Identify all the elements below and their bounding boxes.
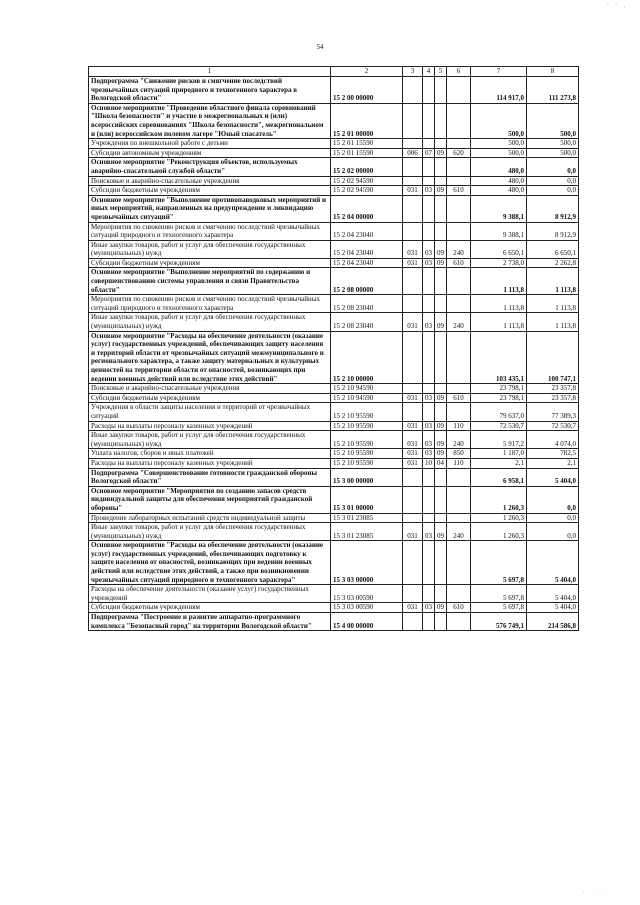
row-expense-type-cell (447, 195, 471, 222)
row-amount-2-cell: 214 586,8 (527, 613, 579, 631)
row-section-cell (423, 222, 435, 240)
row-grbs-cell (403, 486, 423, 513)
row-name-cell: Основное мероприятие "Проведение областного финала соревнований "Школа безопасности" и участие в межрегиональных и (или) всероссийских соревнованиях "Школа безопасности", межрегиональном и (или) всероссийском полевом лагере "Юный спасатель" (89, 103, 331, 138)
row-section-cell (423, 486, 435, 513)
row-code-cell: 15 2 02 94590 (331, 176, 403, 186)
row-name-cell: Основное мероприятие "Реконструкция объектов, используемых аварийно-спасательной службой области" (89, 158, 331, 176)
row-code-cell: 15 2 01 00000 (331, 103, 403, 138)
row-code-cell: 15 3 01 00000 (331, 486, 403, 513)
row-amount-2-cell: 500,0 (527, 139, 579, 149)
table-row (89, 613, 579, 631)
row-name-cell: Субсидии бюджетным учреждениям (89, 603, 331, 613)
row-code-cell: 15 3 01 23085 (331, 513, 403, 523)
row-amount-1-cell: 576 749,1 (471, 613, 527, 631)
row-amount-1-cell: 1 113,8 (471, 268, 527, 295)
row-name-cell: Основное мероприятие "Выполнение противопаводковых мероприятий и иных мероприятий, направленных на предупреждение и ликвидацию чрезвычайных ситуаций" (89, 195, 331, 222)
row-amount-1-cell: 480,0 (471, 186, 527, 196)
table-row (89, 384, 579, 394)
row-section-cell (423, 468, 435, 486)
row-name-cell: Учреждения в области защиты населения и территорий от чрезвычайных ситуаций (89, 403, 331, 421)
row-amount-1-cell: 5 697,8 (471, 541, 527, 585)
row-grbs-cell (403, 139, 423, 149)
row-grbs-cell (403, 103, 423, 138)
row-code-cell: 15 3 03 00000 (331, 541, 403, 585)
row-code-cell: 15 2 02 00000 (331, 158, 403, 176)
row-amount-1-cell: 9 388,1 (471, 195, 527, 222)
table-row (89, 103, 579, 138)
row-expense-type-cell: 610 (447, 603, 471, 613)
row-name-cell: Проведение лабораторных испытаний средств индивидуальной защиты (89, 513, 331, 523)
row-grbs-cell (403, 331, 423, 384)
row-amount-1-cell: 23 798,1 (471, 393, 527, 403)
row-code-cell: 15 2 02 94590 (331, 186, 403, 196)
table-row (89, 158, 579, 176)
row-expense-type-cell (447, 486, 471, 513)
table-row (89, 195, 579, 222)
row-section-cell (423, 139, 435, 149)
column-header: 1 (89, 67, 331, 77)
table-row (89, 513, 579, 523)
row-expense-type-cell: 240 (447, 523, 471, 541)
row-section-cell (423, 176, 435, 186)
table-row (89, 186, 579, 196)
row-grbs-cell: 006 (403, 148, 423, 158)
table-row (89, 585, 579, 603)
row-subsection-cell: 04 (435, 458, 447, 468)
row-expense-type-cell (447, 176, 471, 186)
row-code-cell: 15 2 08 00000 (331, 268, 403, 295)
row-section-cell: 07 (423, 148, 435, 158)
table-row (89, 148, 579, 158)
row-amount-1-cell: 2,1 (471, 458, 527, 468)
row-expense-type-cell: 610 (447, 186, 471, 196)
row-section-cell (423, 585, 435, 603)
row-amount-1-cell: 5 917,2 (471, 431, 527, 449)
row-expense-type-cell (447, 268, 471, 295)
row-section-cell: 03 (423, 240, 435, 258)
table-row (89, 268, 579, 295)
table-header-row (89, 67, 579, 77)
row-grbs-cell (403, 176, 423, 186)
row-amount-1-cell: 5 697,8 (471, 585, 527, 603)
row-section-cell (423, 103, 435, 138)
budget-table (88, 66, 579, 631)
row-grbs-cell (403, 468, 423, 486)
row-amount-2-cell: 0,0 (527, 158, 579, 176)
row-grbs-cell: 031 (403, 313, 423, 331)
row-section-cell: 03 (423, 603, 435, 613)
row-section-cell: 03 (423, 449, 435, 459)
row-amount-2-cell: 23 357,8 (527, 384, 579, 394)
row-amount-2-cell: 2 262,8 (527, 258, 579, 268)
row-subsection-cell (435, 103, 447, 138)
row-name-cell: Иные закупки товаров, работ и услуг для обеспечения государственных (муниципальных) нужд (89, 523, 331, 541)
table-row (89, 77, 579, 104)
row-subsection-cell (435, 541, 447, 585)
column-header: 3 (403, 67, 423, 77)
row-expense-type-cell (447, 158, 471, 176)
row-amount-1-cell: 5 697,8 (471, 603, 527, 613)
row-code-cell: 15 2 00 00000 (331, 77, 403, 104)
row-section-cell (423, 268, 435, 295)
row-subsection-cell (435, 513, 447, 523)
row-subsection-cell: 09 (435, 449, 447, 459)
row-expense-type-cell: 620 (447, 148, 471, 158)
row-amount-1-cell: 1 113,8 (471, 295, 527, 313)
row-name-cell: Мероприятия по снижению рисков и смягчению последствий чрезвычайных ситуаций природного и техногенного характера (89, 222, 331, 240)
row-code-cell: 15 2 10 95590 (331, 403, 403, 421)
row-name-cell: Расходы на выплаты персоналу казенных учреждений (89, 421, 331, 431)
row-name-cell: Расходы на выплаты персоналу казенных учреждений (89, 458, 331, 468)
row-expense-type-cell: 110 (447, 421, 471, 431)
row-name-cell: Субсидии автономным учреждениям (89, 148, 331, 158)
row-subsection-cell (435, 176, 447, 186)
row-expense-type-cell (447, 222, 471, 240)
page-number: 54 (316, 43, 324, 51)
row-grbs-cell (403, 222, 423, 240)
row-section-cell (423, 77, 435, 104)
row-subsection-cell: 09 (435, 148, 447, 158)
row-expense-type-cell: 110 (447, 458, 471, 468)
row-subsection-cell (435, 585, 447, 603)
row-subsection-cell (435, 613, 447, 631)
row-code-cell: 15 3 00 00000 (331, 468, 403, 486)
row-name-cell: Поисковые и аварийно-спасательные учреждения (89, 384, 331, 394)
row-expense-type-cell (447, 103, 471, 138)
row-section-cell (423, 158, 435, 176)
row-subsection-cell: 09 (435, 393, 447, 403)
row-grbs-cell (403, 268, 423, 295)
row-subsection-cell (435, 295, 447, 313)
row-amount-1-cell: 480,0 (471, 176, 527, 186)
row-expense-type-cell (447, 77, 471, 104)
row-expense-type-cell (447, 139, 471, 149)
table-row (89, 176, 579, 186)
row-name-cell: Субсидии бюджетным учреждениям (89, 186, 331, 196)
corner-scan-mark: ' ' , (607, 4, 628, 9)
row-grbs-cell (403, 403, 423, 421)
row-grbs-cell (403, 158, 423, 176)
row-amount-2-cell: 6 650,1 (527, 240, 579, 258)
table-row (89, 541, 579, 585)
row-amount-1-cell: 480,0 (471, 158, 527, 176)
row-subsection-cell (435, 486, 447, 513)
row-grbs-cell: 031 (403, 431, 423, 449)
row-name-cell: Учреждения по внешкольной работе с детьми (89, 139, 331, 149)
row-amount-2-cell: 100 747,1 (527, 331, 579, 384)
table-row (89, 523, 579, 541)
row-section-cell: 03 (423, 393, 435, 403)
row-code-cell: 15 2 08 23040 (331, 295, 403, 313)
row-amount-2-cell: 4 074,0 (527, 431, 579, 449)
row-amount-1-cell: 1 260,3 (471, 486, 527, 513)
row-grbs-cell: 031 (403, 421, 423, 431)
row-code-cell: 15 2 10 94590 (331, 384, 403, 394)
row-subsection-cell (435, 268, 447, 295)
row-amount-1-cell: 1 260,3 (471, 513, 527, 523)
row-amount-2-cell: 5 404,0 (527, 541, 579, 585)
row-name-cell: Основное мероприятие "Расходы на обеспечение деятельности (оказание услуг) государственных учреждений, обеспечивающих подготовку к защите населения от опасностей, возникающих при ведении военных действий или вследствие этих действий, а также при возникновении чрезвычайных ситуаций природного и техногенного характера" (89, 541, 331, 585)
row-amount-2-cell: 5 404,0 (527, 585, 579, 603)
row-expense-type-cell: 240 (447, 313, 471, 331)
row-name-cell: Субсидии бюджетным учреждениям (89, 393, 331, 403)
row-expense-type-cell (447, 295, 471, 313)
row-code-cell: 15 3 03 00590 (331, 603, 403, 613)
row-amount-1-cell: 1 260,3 (471, 523, 527, 541)
row-code-cell: 15 2 04 23040 (331, 258, 403, 268)
row-code-cell: 15 2 10 95590 (331, 458, 403, 468)
row-name-cell: Основное мероприятие "Выполнение мероприятий по содержанию и совершенствованию системы управления и связи Правительства области" (89, 268, 331, 295)
row-amount-1-cell: 6 958,1 (471, 468, 527, 486)
table-row (89, 431, 579, 449)
row-expense-type-cell (447, 331, 471, 384)
row-name-cell: Расходы на обеспечение деятельности (оказание услуг) государственных учреждений (89, 585, 331, 603)
column-header: 4 (423, 67, 435, 77)
row-amount-2-cell: 0,0 (527, 176, 579, 186)
row-grbs-cell (403, 295, 423, 313)
row-amount-2-cell: 0,0 (527, 523, 579, 541)
row-code-cell: 15 2 10 95590 (331, 431, 403, 449)
row-amount-2-cell: 23 357,8 (527, 393, 579, 403)
row-code-cell: 15 4 00 00000 (331, 613, 403, 631)
row-code-cell: 15 2 08 23040 (331, 313, 403, 331)
row-amount-1-cell: 2 738,0 (471, 258, 527, 268)
table-row (89, 222, 579, 240)
row-amount-2-cell: 8 912,9 (527, 222, 579, 240)
row-expense-type-cell (447, 384, 471, 394)
row-expense-type-cell: 850 (447, 449, 471, 459)
table-row (89, 240, 579, 258)
row-expense-type-cell: 240 (447, 240, 471, 258)
row-subsection-cell: 09 (435, 186, 447, 196)
row-code-cell: 15 2 01 15590 (331, 148, 403, 158)
row-name-cell: Иные закупки товаров, работ и услуг для обеспечения государственных (муниципальных) нужд (89, 240, 331, 258)
row-grbs-cell (403, 195, 423, 222)
row-amount-1-cell: 1 113,8 (471, 313, 527, 331)
row-subsection-cell: 09 (435, 240, 447, 258)
row-amount-2-cell: 1 113,8 (527, 295, 579, 313)
row-amount-2-cell: 500,0 (527, 103, 579, 138)
row-amount-1-cell: 500,0 (471, 139, 527, 149)
row-amount-2-cell: 5 404,0 (527, 468, 579, 486)
table-row (89, 403, 579, 421)
row-amount-1-cell: 1 187,0 (471, 449, 527, 459)
row-name-cell: Мероприятия по снижению рисков и смягчению последствий чрезвычайных ситуаций природного и техногенного характера (89, 295, 331, 313)
row-grbs-cell: 031 (403, 393, 423, 403)
row-amount-1-cell: 114 917,0 (471, 77, 527, 104)
row-grbs-cell: 031 (403, 186, 423, 196)
row-section-cell: 03 (423, 313, 435, 331)
row-name-cell: Подпрограмма "Совершенствование готовности гражданской обороны Вологодской области" (89, 468, 331, 486)
row-amount-2-cell: 2,1 (527, 458, 579, 468)
row-amount-2-cell: 1 113,8 (527, 313, 579, 331)
row-subsection-cell (435, 222, 447, 240)
row-code-cell: 15 3 01 23085 (331, 523, 403, 541)
row-amount-2-cell: 8 912,9 (527, 195, 579, 222)
row-grbs-cell (403, 384, 423, 394)
row-name-cell: Подпрограмма "Снижение рисков и смягчение последствий чрезвычайных ситуаций природного и техногенного характера в Вологодской области" (89, 77, 331, 104)
row-code-cell: 15 2 04 23040 (331, 222, 403, 240)
row-amount-1-cell: 72 530,7 (471, 421, 527, 431)
row-section-cell (423, 613, 435, 631)
row-code-cell: 15 2 10 00000 (331, 331, 403, 384)
row-amount-2-cell: 0,0 (527, 513, 579, 523)
row-code-cell: 15 3 03 00590 (331, 585, 403, 603)
row-code-cell: 15 2 10 94590 (331, 393, 403, 403)
column-header: 2 (331, 67, 403, 77)
table-row (89, 331, 579, 384)
row-expense-type-cell (447, 613, 471, 631)
row-code-cell: 15 2 10 95590 (331, 421, 403, 431)
foot-scan-mark: · · · (582, 890, 610, 895)
table-row (89, 295, 579, 313)
row-subsection-cell: 09 (435, 523, 447, 541)
row-expense-type-cell (447, 403, 471, 421)
row-amount-1-cell: 500,0 (471, 148, 527, 158)
row-section-cell: 10 (423, 458, 435, 468)
row-grbs-cell: 031 (403, 603, 423, 613)
row-grbs-cell: 031 (403, 523, 423, 541)
row-code-cell: 15 2 10 95590 (331, 449, 403, 459)
row-section-cell: 03 (423, 431, 435, 449)
row-section-cell (423, 513, 435, 523)
row-section-cell: 03 (423, 186, 435, 196)
row-section-cell: 03 (423, 258, 435, 268)
row-amount-1-cell: 500,0 (471, 103, 527, 138)
row-amount-1-cell: 103 435,1 (471, 331, 527, 384)
row-subsection-cell (435, 384, 447, 394)
table-row (89, 258, 579, 268)
table-body (89, 77, 579, 631)
row-amount-1-cell: 9 388,1 (471, 222, 527, 240)
row-grbs-cell: 031 (403, 258, 423, 268)
row-code-cell: 15 2 04 23040 (331, 240, 403, 258)
row-amount-1-cell: 79 637,0 (471, 403, 527, 421)
row-name-cell: Основное мероприятие "Расходы на обеспечение деятельности (оказание услуг) государственных учреждений, обеспечивающих защиту населения и территорий области от чрезвычайных ситуаций межмуниципального и регионального характера, а также защиту материальных и культурных ценностей на территории области от опасностей, возникающих при ведении военных действий или вследствие этих действий" (89, 331, 331, 384)
row-grbs-cell (403, 613, 423, 631)
row-name-cell: Поисковые и аварийно-спасательные учреждения (89, 176, 331, 186)
row-amount-2-cell: 72 530,7 (527, 421, 579, 431)
row-grbs-cell: 031 (403, 449, 423, 459)
row-amount-2-cell: 111 273,8 (527, 77, 579, 104)
row-code-cell: 15 2 04 00000 (331, 195, 403, 222)
row-grbs-cell: 031 (403, 458, 423, 468)
row-subsection-cell (435, 331, 447, 384)
row-subsection-cell (435, 77, 447, 104)
row-subsection-cell (435, 468, 447, 486)
row-name-cell: Уплата налогов, сборов и иных платежей (89, 449, 331, 459)
row-section-cell (423, 295, 435, 313)
row-expense-type-cell (447, 541, 471, 585)
row-amount-2-cell: 0,0 (527, 186, 579, 196)
table-row (89, 313, 579, 331)
row-amount-2-cell: 1 113,8 (527, 268, 579, 295)
row-expense-type-cell (447, 585, 471, 603)
table-row (89, 449, 579, 459)
row-section-cell (423, 403, 435, 421)
row-section-cell (423, 331, 435, 384)
row-amount-2-cell: 782,5 (527, 449, 579, 459)
column-header: 7 (471, 67, 527, 77)
row-grbs-cell: 031 (403, 240, 423, 258)
row-section-cell: 03 (423, 421, 435, 431)
row-subsection-cell (435, 158, 447, 176)
row-amount-2-cell: 5 404,0 (527, 603, 579, 613)
row-grbs-cell (403, 77, 423, 104)
row-name-cell: Субсидии бюджетным учреждениям (89, 258, 331, 268)
row-name-cell: Иные закупки товаров, работ и услуг для обеспечения государственных (муниципальных) нужд (89, 431, 331, 449)
table-row (89, 468, 579, 486)
row-subsection-cell (435, 139, 447, 149)
row-subsection-cell: 09 (435, 431, 447, 449)
table-row (89, 421, 579, 431)
row-expense-type-cell: 240 (447, 431, 471, 449)
row-name-cell: Подпрограмма "Построение и развитие аппаратно-программного комплекса "Безопасный город" на территории Вологодской области" (89, 613, 331, 631)
row-grbs-cell (403, 585, 423, 603)
row-subsection-cell (435, 403, 447, 421)
row-amount-1-cell: 6 650,1 (471, 240, 527, 258)
row-expense-type-cell (447, 468, 471, 486)
row-code-cell: 15 2 01 15590 (331, 139, 403, 149)
row-section-cell (423, 384, 435, 394)
row-grbs-cell (403, 513, 423, 523)
column-header: 6 (447, 67, 471, 77)
row-subsection-cell: 09 (435, 313, 447, 331)
row-subsection-cell: 09 (435, 421, 447, 431)
row-subsection-cell (435, 195, 447, 222)
row-subsection-cell: 09 (435, 603, 447, 613)
row-expense-type-cell: 610 (447, 258, 471, 268)
row-amount-2-cell: 500,0 (527, 148, 579, 158)
column-header: 8 (527, 67, 579, 77)
row-expense-type-cell: 610 (447, 393, 471, 403)
table-row (89, 603, 579, 613)
row-section-cell (423, 195, 435, 222)
row-grbs-cell (403, 541, 423, 585)
row-amount-2-cell: 77 389,3 (527, 403, 579, 421)
table-row (89, 393, 579, 403)
row-section-cell (423, 541, 435, 585)
row-subsection-cell: 09 (435, 258, 447, 268)
row-amount-2-cell: 0,0 (527, 486, 579, 513)
row-expense-type-cell (447, 513, 471, 523)
table-row (89, 139, 579, 149)
row-section-cell: 03 (423, 523, 435, 541)
row-name-cell: Основное мероприятие "Мероприятия по созданию запасов средств индивидуальной защиты для обеспечения мероприятий гражданской обороны" (89, 486, 331, 513)
table-row (89, 486, 579, 513)
column-header: 5 (435, 67, 447, 77)
row-amount-1-cell: 23 798,1 (471, 384, 527, 394)
table-row (89, 458, 579, 468)
row-name-cell: Иные закупки товаров, работ и услуг для обеспечения государственных (муниципальных) нужд (89, 313, 331, 331)
